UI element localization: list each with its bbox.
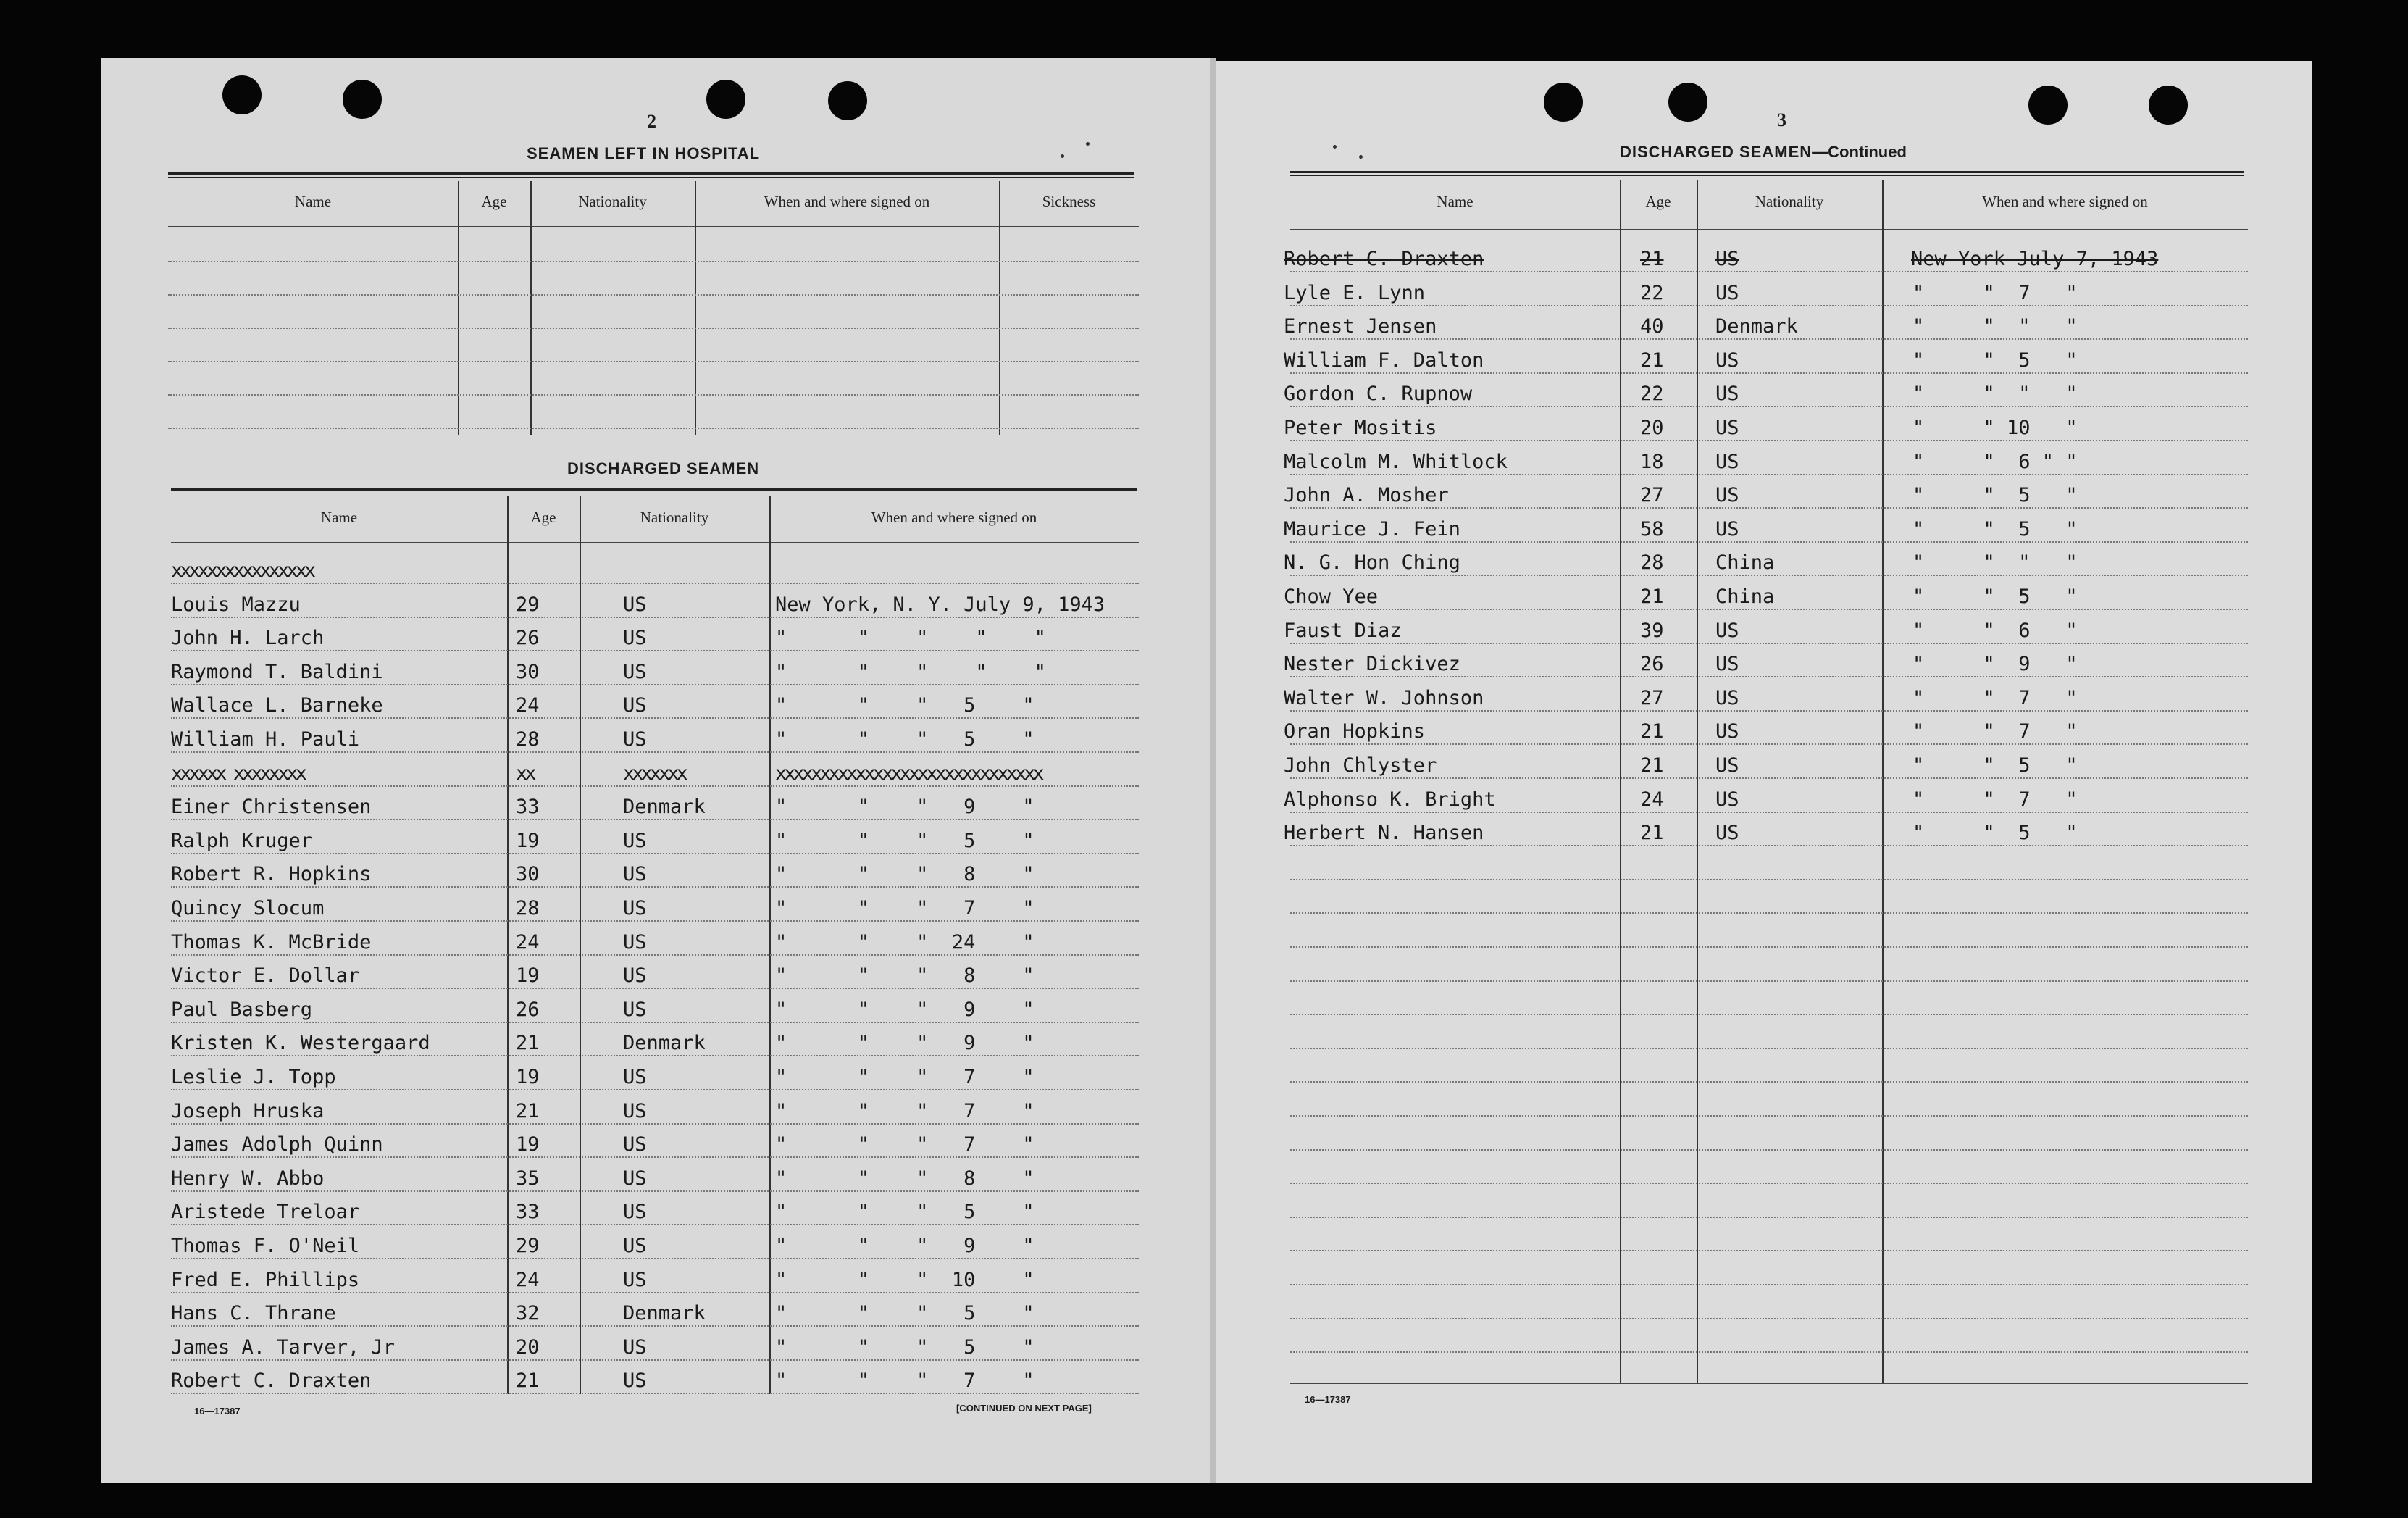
row-rule	[171, 1292, 1139, 1293]
form-number: 16—17387	[1305, 1394, 1351, 1405]
seaman-nationality: US	[623, 998, 647, 1021]
signed-on: " " " 7 "	[775, 897, 1034, 919]
signed-on: New York July 7, 1943	[1911, 248, 2159, 270]
row-rule	[1290, 980, 2248, 982]
signed-on: " " " 5 "	[775, 1201, 1034, 1223]
seaman-age: 21	[1640, 720, 1664, 743]
seaman-name: xxxxxx xxxxxxxx	[171, 762, 304, 785]
seaman-nationality: US	[623, 728, 647, 751]
right-col-divider	[1882, 180, 1884, 1383]
signed-on: " " 5 "	[1912, 349, 2078, 372]
seaman-age: 21	[516, 1369, 540, 1392]
seaman-age: 24	[516, 931, 540, 954]
discharged-col-divider	[769, 496, 771, 1394]
signed-on: " " " 10 "	[775, 1269, 1034, 1291]
seaman-name: Leslie J. Topp	[171, 1066, 336, 1088]
form-number: 16—17387	[194, 1406, 241, 1417]
seaman-nationality: US	[1715, 518, 1739, 541]
seaman-name: Kristen K. Westergaard	[171, 1032, 430, 1054]
seaman-age: 40	[1640, 315, 1664, 338]
signed-on: " " 5 "	[1912, 585, 2078, 608]
signed-on: " " 9 "	[1912, 653, 2078, 675]
row-rule	[1290, 338, 2248, 340]
discharged-top-rule	[171, 488, 1137, 493]
seaman-age: 20	[1640, 417, 1664, 439]
row-rule	[1290, 1250, 2248, 1251]
discharged-col-nationality: Nationality	[640, 509, 709, 526]
seaman-age: 28	[516, 897, 540, 919]
seaman-age: 22	[1640, 282, 1664, 304]
seaman-name: Maurice J. Fein	[1284, 518, 1460, 541]
row-rule	[1290, 1048, 2248, 1049]
row-rule	[1290, 1081, 2248, 1083]
seaman-age: 32	[516, 1302, 540, 1325]
seaman-age: 22	[1640, 383, 1664, 405]
seaman-name: Einer Christensen	[171, 796, 372, 818]
discharged-col-signed: When and where signed on	[871, 509, 1037, 526]
hospital-col-name: Name	[294, 193, 332, 210]
seaman-nationality: US	[1715, 282, 1739, 304]
seaman-nationality: Denmark	[623, 796, 706, 818]
seaman-name: Victor E. Dollar	[171, 964, 360, 987]
seaman-age: 21	[1640, 585, 1664, 608]
seaman-age: 24	[516, 694, 540, 717]
seaman-name: William F. Dalton	[1284, 349, 1484, 372]
seaman-age: 21	[1640, 248, 1664, 270]
signed-on: " " " 5 "	[775, 694, 1034, 717]
row-rule	[1290, 1014, 2248, 1015]
seaman-name: William H. Pauli	[171, 728, 360, 751]
row-rule	[1290, 845, 2248, 846]
seaman-name: Henry W. Abbo	[171, 1167, 325, 1190]
seaman-name: Chow Yee	[1284, 585, 1379, 608]
row-rule	[1290, 812, 2248, 813]
seaman-nationality: US	[1715, 754, 1739, 777]
seaman-age: 26	[516, 998, 540, 1021]
seaman-name: Joseph Hruska	[171, 1100, 325, 1122]
seaman-age: 30	[516, 661, 540, 683]
seaman-nationality: US	[623, 627, 647, 649]
signed-on: " " " 5 "	[775, 1336, 1034, 1359]
right-col-divider	[1697, 180, 1698, 1383]
seaman-name: Hans C. Thrane	[171, 1302, 336, 1325]
seaman-name: Faust Diaz	[1284, 620, 1402, 642]
discharged-col-name: Name	[320, 509, 358, 526]
seaman-nationality: US	[623, 1100, 647, 1122]
signed-on: " " 5 "	[1912, 518, 2078, 541]
row-rule	[171, 1359, 1139, 1361]
seaman-name: Ralph Kruger	[171, 830, 313, 852]
seaman-name: xxxxxxxxxxxxxxxx	[171, 559, 314, 582]
row-rule	[171, 1055, 1139, 1056]
seaman-age: 58	[1640, 518, 1664, 541]
row-rule	[1290, 406, 2248, 407]
row-rule	[171, 1156, 1139, 1158]
page-gutter	[1210, 58, 1216, 1483]
seaman-name: Fred E. Phillips	[171, 1269, 360, 1291]
seaman-age: 28	[1640, 551, 1664, 574]
seaman-name: Herbert N. Hansen	[1284, 822, 1484, 844]
row-rule	[1290, 1115, 2248, 1117]
signed-on: New York, N. Y. July 9, 1943	[775, 593, 1105, 616]
hospital-col-nationality: Nationality	[578, 193, 647, 210]
signed-on: " " " 8 "	[775, 863, 1034, 885]
seaman-nationality: US	[1715, 653, 1739, 675]
seaman-age: 21	[516, 1032, 540, 1054]
binder-hole	[2149, 86, 2188, 125]
seaman-nationality: Denmark	[623, 1302, 706, 1325]
row-rule	[1290, 1217, 2248, 1218]
seaman-age: 27	[1640, 687, 1664, 709]
signed-on: " " 6 "	[1912, 620, 2078, 642]
binder-hole	[222, 75, 262, 114]
row-rule	[1290, 1284, 2248, 1285]
seaman-nationality: US	[1715, 451, 1739, 473]
right-col-signed: When and where signed on	[1982, 193, 2148, 210]
row-rule	[1290, 440, 2248, 441]
row-rule	[1290, 879, 2248, 880]
signed-on: " " 5 "	[1912, 754, 2078, 777]
row-rule	[171, 988, 1139, 989]
seaman-nationality: US	[623, 830, 647, 852]
signed-on: " " " 9 "	[775, 1032, 1034, 1054]
seaman-age: 35	[516, 1167, 540, 1190]
row-rule	[1290, 676, 2248, 677]
seaman-nationality: US	[623, 1336, 647, 1359]
seaman-nationality: China	[1715, 585, 1775, 608]
seaman-age: 18	[1640, 451, 1664, 473]
row-rule	[171, 819, 1139, 820]
signed-on: " " " 9 "	[775, 998, 1034, 1021]
signed-on: " " 7 "	[1912, 720, 2078, 743]
seaman-name: Robert C. Draxten	[1284, 248, 1484, 270]
signed-on: xxxxxxxxxxxxxxxxxxxxxxxxxxxxxx	[775, 762, 1042, 785]
row-rule	[171, 920, 1139, 922]
seaman-nationality: US	[1715, 484, 1739, 506]
seaman-name: John A. Mosher	[1284, 484, 1449, 506]
seaman-nationality: US	[623, 897, 647, 919]
row-rule	[171, 954, 1139, 956]
signed-on: " " " 5 "	[775, 1302, 1034, 1325]
heading-suffix: —Continued	[1812, 143, 1907, 161]
signed-on: " " " " "	[775, 661, 1046, 683]
seaman-name: Aristede Treloar	[171, 1201, 360, 1223]
right-header-rule	[1290, 229, 2248, 230]
seaman-name: Walter W. Johnson	[1284, 687, 1484, 709]
signed-on: " " 5 "	[1912, 484, 2078, 506]
right-col-nationality: Nationality	[1755, 193, 1824, 210]
seaman-nationality: US	[1715, 349, 1739, 372]
signed-on: " " " "	[1912, 383, 2078, 405]
binder-hole	[1544, 83, 1583, 122]
seaman-age: 33	[516, 796, 540, 818]
row-rule	[171, 853, 1139, 854]
seaman-nationality: US	[1715, 383, 1739, 405]
seaman-nationality: US	[623, 694, 647, 717]
row-rule	[1290, 710, 2248, 712]
seaman-nationality: US	[623, 1235, 647, 1257]
row-rule	[171, 785, 1139, 787]
discharged-col-divider	[507, 496, 509, 1394]
row-rule	[1290, 541, 2248, 543]
seaman-nationality: Denmark	[1715, 315, 1798, 338]
continued-note: [CONTINUED ON NEXT PAGE]	[956, 1403, 1092, 1414]
row-rule	[171, 1224, 1139, 1225]
page-number: 2	[647, 111, 656, 132]
discharged-col-divider	[580, 496, 581, 1394]
hospital-heading: SEAMEN LEFT IN HOSPITAL	[527, 144, 761, 162]
right-col-name: Name	[1437, 193, 1473, 210]
signed-on: " " " 7 "	[775, 1066, 1034, 1088]
discharged-header-rule	[171, 542, 1139, 543]
signed-on: " " " "	[1912, 551, 2078, 574]
row-rule	[171, 583, 1139, 584]
seaman-nationality: US	[1715, 620, 1739, 642]
seaman-name: N. G. Hon Ching	[1284, 551, 1460, 574]
seaman-name: Peter Mositis	[1284, 417, 1437, 439]
seaman-name: Lyle E. Lynn	[1284, 282, 1426, 304]
seaman-nationality: US	[1715, 788, 1739, 811]
seaman-name: Thomas K. McBride	[171, 931, 372, 954]
row-rule	[1290, 1318, 2248, 1319]
row-rule	[171, 1258, 1139, 1259]
seaman-nationality: US	[1715, 417, 1739, 439]
seaman-name: Thomas F. O'Neil	[171, 1235, 360, 1257]
signed-on: " " 5 "	[1912, 822, 2078, 844]
seaman-name: Wallace L. Barneke	[171, 694, 383, 717]
row-rule	[1290, 1183, 2248, 1184]
row-rule	[1290, 1149, 2248, 1151]
row-rule	[168, 328, 1139, 329]
row-rule	[171, 1022, 1139, 1023]
seaman-name: Nester Dickivez	[1284, 653, 1460, 675]
seaman-name: Robert C. Draxten	[171, 1369, 372, 1392]
seaman-age: 27	[1640, 484, 1664, 506]
seaman-age: 28	[516, 728, 540, 751]
signed-on: " " " 24 "	[775, 931, 1034, 954]
seaman-name: Paul Basberg	[171, 998, 313, 1021]
seaman-age: 21	[516, 1100, 540, 1122]
row-rule	[171, 617, 1139, 618]
seaman-nationality: US	[623, 593, 647, 616]
discharged-continued-heading	[1620, 143, 1907, 162]
hospital-col-age: Age	[481, 193, 507, 210]
paper-speck	[1086, 142, 1090, 146]
seaman-nationality: US	[623, 1167, 647, 1190]
signed-on: " " " "	[1912, 315, 2078, 338]
seaman-age: 19	[516, 1066, 540, 1088]
hospital-col-divider	[999, 181, 1000, 435]
row-rule	[1290, 474, 2248, 475]
hospital-col-divider	[530, 181, 532, 435]
row-rule	[1290, 1351, 2248, 1353]
discharged-heading: DISCHARGED SEAMEN	[567, 459, 760, 477]
hospital-header-rule	[168, 226, 1139, 227]
row-rule	[168, 394, 1139, 396]
seaman-nationality: US	[623, 863, 647, 885]
signed-on: " " " " "	[775, 627, 1046, 649]
discharged-col-age: Age	[530, 509, 556, 526]
binder-hole	[1668, 83, 1707, 122]
seaman-name: John H. Larch	[171, 627, 325, 649]
binder-hole	[2028, 86, 2068, 125]
signed-on: " " 7 "	[1912, 282, 2078, 304]
row-rule	[171, 684, 1139, 685]
signed-on: " " " 9 "	[775, 796, 1034, 818]
seaman-nationality: US	[1715, 822, 1739, 844]
paper-speck	[1359, 155, 1363, 159]
row-rule	[1290, 643, 2248, 644]
seaman-age: 30	[516, 863, 540, 885]
binder-hole	[828, 81, 867, 120]
binder-hole	[706, 80, 745, 119]
signed-on: " " " 8 "	[775, 964, 1034, 987]
seaman-age: 21	[1640, 349, 1664, 372]
seaman-age: xx	[516, 762, 534, 785]
seaman-age: 29	[516, 593, 540, 616]
right-top-rule	[1290, 171, 2244, 176]
hospital-top-rule	[168, 172, 1134, 178]
seaman-name: Gordon C. Rupnow	[1284, 383, 1473, 405]
row-rule	[168, 361, 1139, 362]
page-number: 3	[1777, 109, 1786, 130]
right-col-age: Age	[1645, 193, 1671, 210]
seaman-age: 33	[516, 1201, 540, 1223]
signed-on: " " " 8 "	[775, 1167, 1034, 1190]
seaman-nationality: US	[623, 1133, 647, 1156]
seaman-nationality: US	[623, 1369, 647, 1392]
signed-on: " " " 7 "	[775, 1100, 1034, 1122]
hospital-col-divider	[695, 181, 696, 435]
row-rule	[171, 886, 1139, 888]
seaman-nationality: US	[623, 1201, 647, 1223]
seaman-nationality: US	[623, 1066, 647, 1088]
seaman-nationality: US	[1715, 248, 1739, 270]
seaman-nationality: US	[623, 964, 647, 987]
signed-on: " " " 5 "	[775, 728, 1034, 751]
row-rule	[171, 650, 1139, 651]
row-rule	[171, 1190, 1139, 1192]
row-rule	[171, 1325, 1139, 1327]
signed-on: " " " 5 "	[775, 830, 1034, 852]
seaman-nationality: US	[1715, 720, 1739, 743]
seaman-name: James A. Tarver, Jr	[171, 1336, 395, 1359]
row-rule	[1290, 743, 2248, 745]
seaman-age: 19	[516, 1133, 540, 1156]
row-rule	[1290, 912, 2248, 914]
row-rule	[171, 1089, 1139, 1090]
signed-on: " " 7 "	[1912, 687, 2078, 709]
signed-on: " " 10 "	[1912, 417, 2078, 439]
binder-hole	[343, 80, 382, 119]
right-col-divider	[1620, 180, 1621, 1383]
seaman-nationality: US	[623, 661, 647, 683]
seaman-age: 24	[1640, 788, 1664, 811]
seaman-age: 26	[516, 627, 540, 649]
row-rule	[1290, 507, 2248, 509]
seaman-name: Alphonso K. Bright	[1284, 788, 1496, 811]
seaman-age: 19	[516, 830, 540, 852]
row-rule	[171, 1123, 1139, 1125]
row-rule	[1290, 575, 2248, 576]
signed-on: " " " 7 "	[775, 1369, 1034, 1392]
row-rule	[1290, 305, 2248, 306]
seaman-name: Louis Mazzu	[171, 593, 301, 616]
seaman-nationality: US	[623, 931, 647, 954]
row-rule	[168, 294, 1139, 296]
hospital-col-sickness: Sickness	[1042, 193, 1096, 210]
seaman-nationality: Denmark	[623, 1032, 706, 1054]
seaman-name: John Chlyster	[1284, 754, 1437, 777]
signed-on: " " 7 "	[1912, 788, 2078, 811]
seaman-age: 26	[1640, 653, 1664, 675]
seaman-name: Ernest Jensen	[1284, 315, 1437, 338]
seaman-name: Quincy Slocum	[171, 897, 325, 919]
signed-on: " " 6 " "	[1912, 451, 2078, 473]
signed-on: " " " 7 "	[775, 1133, 1034, 1156]
seaman-age: 39	[1640, 620, 1664, 642]
row-rule	[168, 428, 1139, 429]
row-rule	[1290, 946, 2248, 948]
row-rule	[171, 1393, 1139, 1394]
signed-on: " " " 9 "	[775, 1235, 1034, 1257]
seaman-age: 21	[1640, 822, 1664, 844]
seaman-age: 29	[516, 1235, 540, 1257]
right-bottom-rule	[1290, 1383, 2248, 1384]
row-rule	[168, 261, 1139, 262]
seaman-nationality: China	[1715, 551, 1775, 574]
hospital-col-divider	[458, 181, 459, 435]
seaman-age: 24	[516, 1269, 540, 1291]
row-rule	[1290, 777, 2248, 779]
row-rule	[1290, 271, 2248, 272]
seaman-name: James Adolph Quinn	[171, 1133, 383, 1156]
seaman-age: 21	[1640, 754, 1664, 777]
seaman-nationality: US	[1715, 687, 1739, 709]
seaman-age: 20	[516, 1336, 540, 1359]
seaman-name: Robert R. Hopkins	[171, 863, 372, 885]
row-rule	[1290, 372, 2248, 374]
seaman-name: Malcolm M. Whitlock	[1284, 451, 1508, 473]
seaman-age: 19	[516, 964, 540, 987]
paper-speck	[1061, 154, 1064, 158]
row-rule	[1290, 609, 2248, 610]
seaman-name: Raymond T. Baldini	[171, 661, 383, 683]
heading-text: DISCHARGED SEAMEN	[1620, 143, 1813, 161]
seaman-nationality: US	[623, 1269, 647, 1291]
row-rule	[171, 751, 1139, 753]
seaman-nationality: xxxxxxx	[623, 762, 685, 785]
hospital-col-signed: When and where signed on	[764, 193, 930, 210]
paper-speck	[1333, 145, 1337, 149]
row-rule	[171, 717, 1139, 719]
seaman-name: Oran Hopkins	[1284, 720, 1426, 743]
